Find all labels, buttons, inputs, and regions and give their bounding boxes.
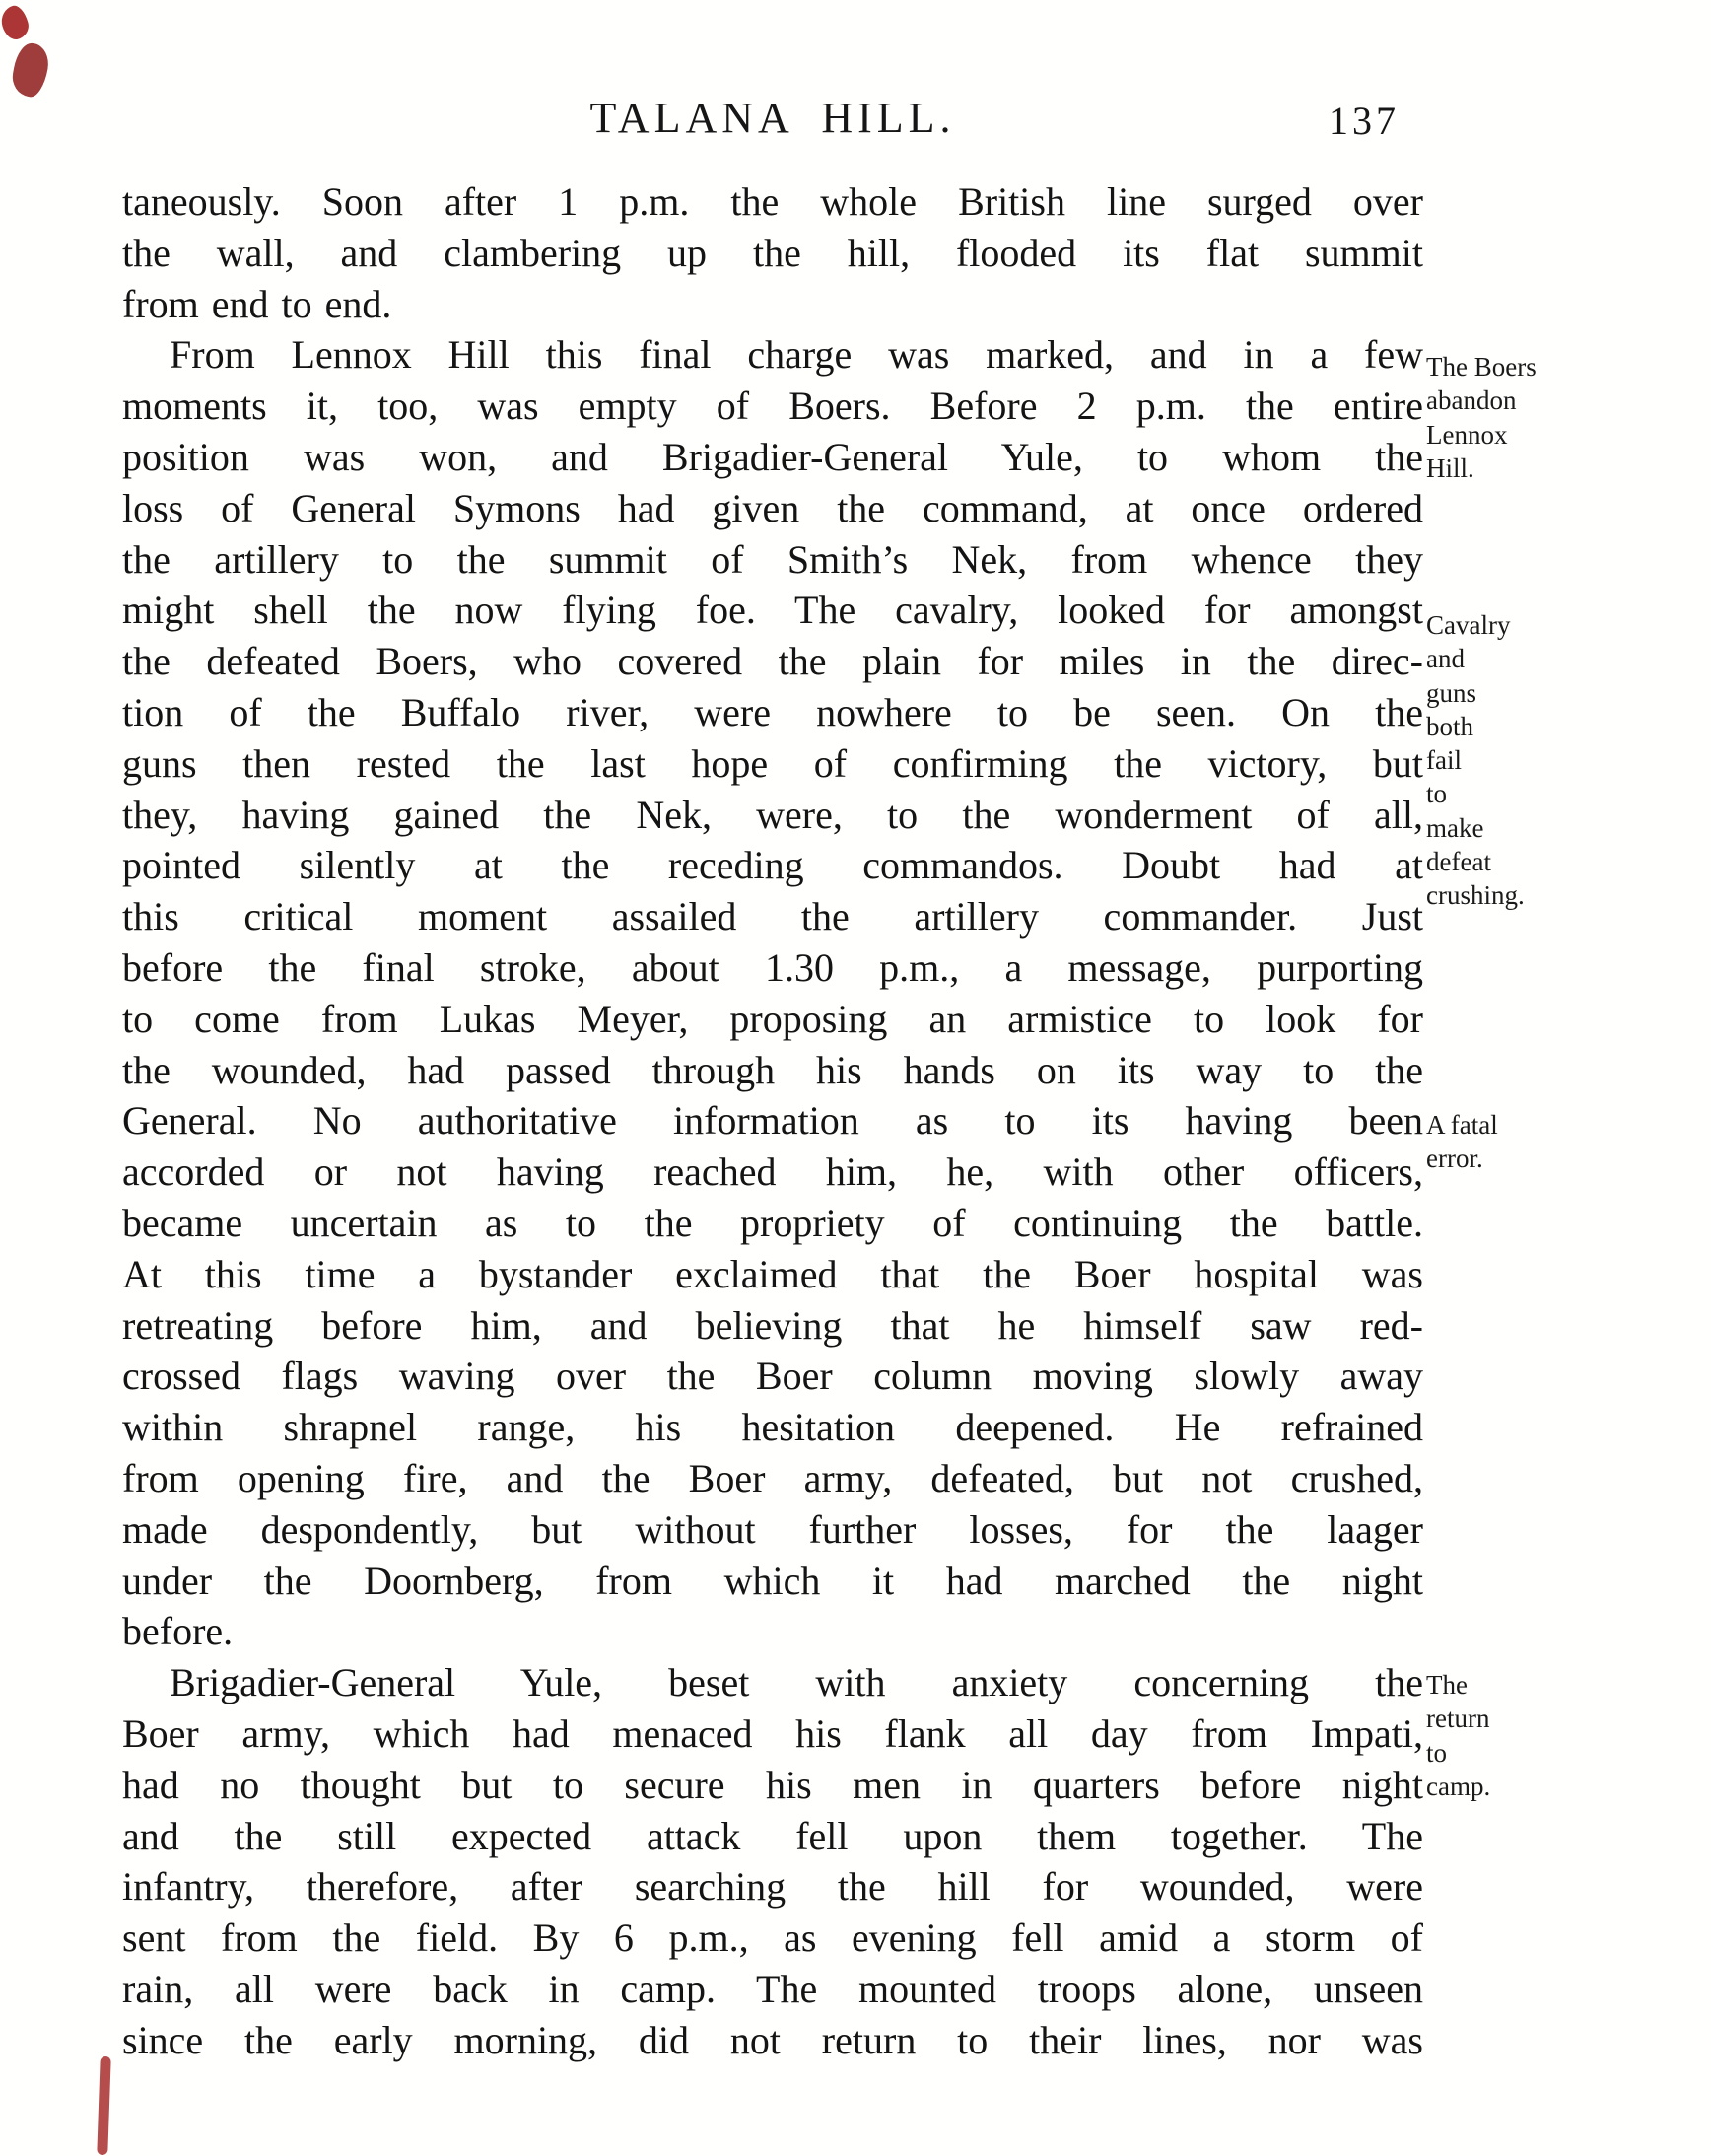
paragraph: From Lennox Hill this final charge was marked, and in a few moments it, too, was empty of Boers. Before 2 p.m. the entire position was won, and Brigadier-General Yule, to whom the loss of General Symons had given the command, at once ordered the artillery to the summit of Smith’s Nek, from whence they might shell the now flying foe. The cavalry, looked for amongst the defeated Boers, who covered the plain for miles in the direc- tion of the Buffalo river, were nowhere to be seen. On the guns then rested the last hope of confirming the victory, but they, having gained the Nek, were, to the wonderment of all, pointed silently at the receding commandos. Doubt had at this critical moment assailed the artillery commander. Just before the final stroke, about 1.30 p.m., a message, purporting to come from Lukas Meyer, proposing an armistice to look for the wounded, had passed through his hands on its way to the General. No authoritative information as to its having been accorded or not having reached him, he, with other officers, became uncertain as to the propriety of continuing the battle. At this time a bystander exclaimed that the Boer hospital was retreating before him, and believing that he himself saw red- crossed flags waving over the Boer column moving slowly away within shrapnel range, his hesitation deepened. He refrained from opening fire, and the Boer army, defeated, but not crushed, made despondently, but without further losses, for the laager under the Doornberg, from which it had marched the night before.	[122, 332, 1423, 1654]
page-title: TALANA HILL.	[589, 94, 956, 142]
margin-note-return-to-camp: The return to camp.	[1426, 1670, 1491, 1801]
margin-note-boers-abandon-lennox-hill: The Boers abandon Lennox Hill.	[1426, 352, 1537, 483]
page-number: 137	[1329, 99, 1400, 143]
body-text-column	[122, 176, 1423, 2065]
red-ink-mark	[97, 2056, 110, 2155]
margin-note-cavalry-and-guns-fail: Cavalry and guns both fail to make defeat crushing.	[1426, 610, 1525, 911]
red-ink-mark	[10, 40, 52, 99]
margin-note-a-fatal-error: A fatal error.	[1426, 1110, 1498, 1174]
paragraph: taneously. Soon after 1 p.m. the whole British line surged over the wall, and clambering up the hill, flooded its flat summit from end to end.	[122, 179, 1423, 326]
red-ink-mark	[0, 3, 32, 42]
paragraph: Brigadier-General Yule, beset with anxiety concerning the Boer army, which had menaced his flank all day from Impati, had no thought but to secure his men in quarters before night and the still expected attack fell upon them together. The infantry, therefore, after searching the hill for wounded, were sent from the field. By 6 p.m., as evening fell amid a storm of rain, all were back in camp. The mounted troops alone, unseen since the early morning, did not return to their lines, nor was	[122, 1660, 1423, 2062]
